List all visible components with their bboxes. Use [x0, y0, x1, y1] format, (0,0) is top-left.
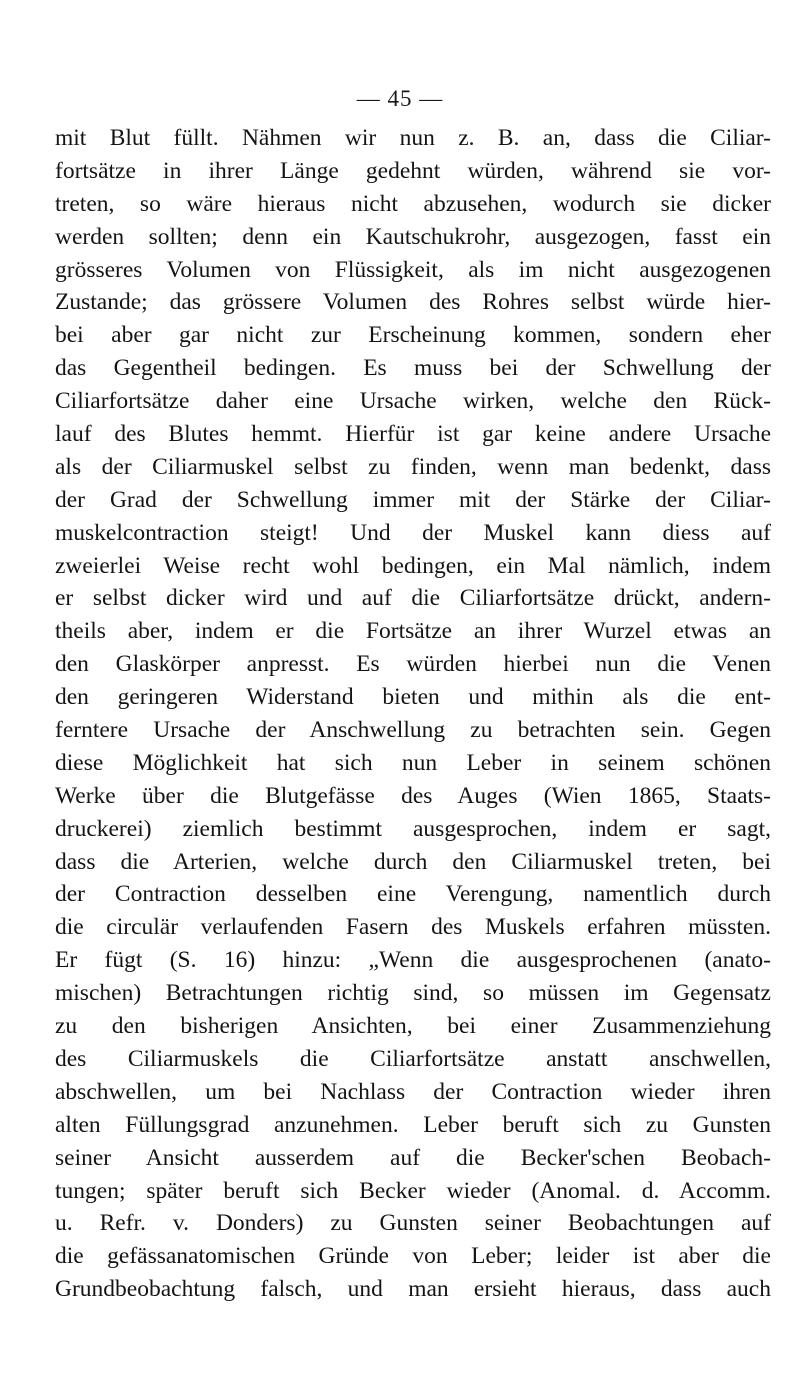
text-line: lauf des Blutes hemmt. Hierfür ist gar keine andere Ursache: [55, 421, 771, 448]
text-line: druckerei) ziemlich bestimmt ausgesprochen, indem er sagt,: [55, 815, 771, 842]
text-line: Ciliarfortsätze daher eine Ursache wirken, welche den Rück-: [55, 388, 771, 415]
text-line: des Ciliarmuskels die Ciliarfortsätze anstatt anschwellen,: [55, 1045, 771, 1072]
text-line: als der Ciliarmuskel selbst zu finden, wenn man bedenkt, dass: [55, 453, 771, 480]
text-line: treten, so wäre hieraus nicht abzusehen, wodurch sie dicker: [55, 190, 771, 217]
text-line: der Grad der Schwellung immer mit der Stärke der Ciliar-: [55, 486, 771, 513]
text-line: Er fügt (S. 16) hinzu: „Wenn die ausgesprochenen (anato-: [55, 947, 771, 974]
text-line: mit Blut füllt. Nähmen wir nun z. B. an, dass die Ciliar-: [55, 125, 771, 151]
text-line: fortsätze in ihrer Länge gedehnt würden, während sie vor-: [55, 157, 771, 184]
text-line: den geringeren Widerstand bieten und mithin als die ent-: [55, 684, 771, 711]
text-line: dass die Arterien, welche durch den Ciliarmuskel treten, bei: [55, 848, 771, 875]
text-line: muskelcontraction steigt! Und der Muskel kann diess auf: [55, 519, 771, 546]
text-line: grösseres Volumen von Flüssigkeit, als im nicht ausgezogenen: [55, 256, 771, 283]
text-line: den Glaskörper anpresst. Es würden hierbei nun die Venen: [55, 651, 771, 678]
text-line: die gefässanatomischen Gründe von Leber; leider ist aber die: [55, 1243, 771, 1270]
text-line: Zustande; das grössere Volumen des Rohres selbst würde hier-: [55, 289, 771, 316]
text-line: theils aber, indem er die Fortsätze an ihrer Wurzel etwas an: [55, 618, 771, 645]
text-line: tungen; später beruft sich Becker wieder (Anomal. d. Accomm.: [55, 1177, 771, 1204]
text-line: der Contraction desselben eine Verengung, namentlich durch: [55, 881, 771, 908]
text-line: seiner Ansicht ausserdem auf die Becker'schen Beobach-: [55, 1144, 771, 1171]
text-line: zweierlei Weise recht wohl bedingen, ein Mal nämlich, indem: [55, 552, 771, 579]
text-line: diese Möglichkeit hat sich nun Leber in seinem schönen: [55, 749, 771, 776]
text-line: er selbst dicker wird und auf die Ciliarfortsätze drückt, andern-: [55, 585, 771, 612]
text-line: die circulär verlaufenden Fasern des Muskels erfahren müssten.: [55, 914, 771, 941]
text-line: zu den bisherigen Ansichten, bei einer Zusammenziehung: [55, 1013, 771, 1040]
text-line: Werke über die Blutgefässe des Auges (Wien 1865, Staats-: [55, 782, 771, 809]
text-line: abschwellen, um bei Nachlass der Contraction wieder ihren: [55, 1078, 771, 1105]
body-text: [55, 122, 771, 1306]
text-line: bei aber gar nicht zur Erscheinung kommen, sondern eher: [55, 322, 771, 349]
text-line: u. Refr. v. Donders) zu Gunsten seiner Beobachtungen auf: [55, 1210, 771, 1237]
text-line: Grundbeobachtung falsch, und man ersieht hieraus, dass auch: [55, 1276, 771, 1303]
page-number: — 45 —: [356, 86, 444, 111]
text-line: ferntere Ursache der Anschwellung zu betrachten sein. Gegen: [55, 717, 771, 744]
text-line: mischen) Betrachtungen richtig sind, so müssen im Gegensatz: [55, 980, 771, 1007]
text-line: werden sollten; denn ein Kautschukrohr, ausgezogen, fasst ein: [55, 223, 771, 250]
text-line: das Gegentheil bedingen. Es muss bei der Schwellung der: [55, 355, 771, 382]
text-line: alten Füllungsgrad anzunehmen. Leber beruft sich zu Gunsten: [55, 1111, 771, 1138]
